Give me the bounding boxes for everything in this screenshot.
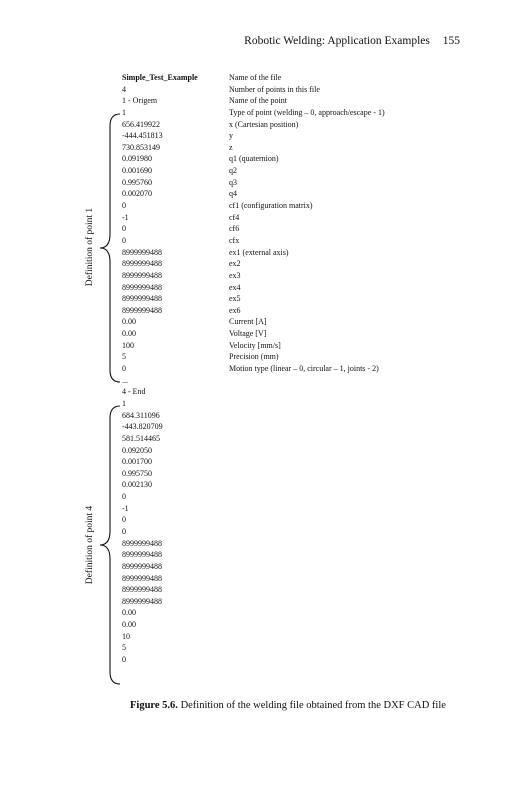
side-label-point-1: Definition of point 1: [85, 207, 95, 287]
value-row: 8999999488: [122, 259, 162, 269]
value-row: 8999999488: [122, 538, 162, 548]
description-row: ex2: [229, 259, 241, 269]
value-row: 0.002070: [122, 189, 152, 199]
value-row: 0: [122, 515, 126, 525]
value-row: 1: [122, 398, 126, 408]
description-row: cf1 (configuration matrix): [229, 201, 313, 211]
value-row: 0.001700: [122, 457, 152, 467]
running-header-title: Robotic Welding: Application Examples: [244, 35, 430, 47]
value-row: 5: [122, 352, 126, 362]
value-row: 0: [122, 526, 126, 536]
value-row: 730.853149: [122, 142, 160, 152]
value-row: 10: [122, 631, 130, 641]
description-row: q3: [229, 177, 237, 187]
description-row: Number of points in this file: [229, 84, 320, 94]
description-row: cf4: [229, 212, 240, 222]
value-row: 0: [122, 492, 126, 502]
value-row: 0.995760: [122, 177, 152, 187]
value-row: 684.311096: [122, 410, 160, 420]
description-row: Name of the file: [229, 73, 282, 82]
value-row: 0.00: [122, 317, 136, 327]
value-row: 581.514465: [122, 433, 160, 443]
description-row: Name of the point: [229, 96, 287, 106]
value-row: 8999999488: [122, 305, 162, 315]
description-row: cfx: [229, 235, 240, 245]
page-number: 155: [442, 35, 460, 47]
value-row: Simple_Test_Example: [122, 73, 198, 82]
value-row: 4 - End: [122, 387, 146, 397]
value-row: 0.001690: [122, 166, 152, 176]
description-row: Precision (mm): [229, 352, 279, 362]
value-row: 1: [122, 107, 126, 117]
value-row: 0: [122, 655, 126, 665]
description-row: ex1 (external axis): [229, 247, 289, 257]
description-row: Velocity [mm/s]: [229, 340, 281, 350]
description-row: ex5: [229, 294, 241, 304]
value-row: 8999999488: [122, 294, 162, 304]
value-row: 0.00: [122, 620, 136, 630]
value-row: 4: [122, 84, 126, 94]
value-row: 8999999488: [122, 282, 162, 292]
values-column: [122, 72, 198, 666]
figure-label: Figure 5.6.: [130, 700, 178, 711]
value-row: 0.002130: [122, 480, 152, 490]
value-row: -443.820709: [122, 422, 163, 432]
value-row: 8999999488: [122, 247, 162, 257]
value-row: 8999999488: [122, 573, 162, 583]
value-row: 0: [122, 224, 126, 234]
value-row: 0.091980: [122, 154, 152, 164]
value-row: 8999999488: [122, 270, 162, 280]
description-row: ex4: [229, 282, 241, 292]
value-row: 0.995750: [122, 468, 152, 478]
value-row: 0.092050: [122, 445, 152, 455]
value-row: 1 - Origem: [122, 96, 158, 106]
description-row: z: [229, 142, 233, 152]
description-row: Current [A]: [229, 317, 267, 327]
value-row: 0.00: [122, 329, 136, 339]
description-row: ex3: [229, 270, 241, 280]
value-row: 0.00: [122, 608, 136, 618]
description-row: Voltage [V]: [229, 329, 267, 339]
value-row: 0: [122, 235, 126, 245]
value-row: 8999999488: [122, 585, 162, 595]
value-row: -1: [122, 212, 129, 222]
figure-caption-text: Definition of the welding file obtained from the DXF CAD file: [177, 700, 446, 711]
description-row: ex6: [229, 305, 241, 315]
value-row: 5: [122, 643, 126, 653]
description-row: q4: [229, 189, 237, 199]
description-row: q1 (quaternion): [229, 154, 279, 164]
running-header: [244, 35, 460, 47]
description-row: x (Cartesian position): [229, 119, 299, 129]
value-row: 100: [122, 340, 134, 350]
brace-point-4: [98, 404, 122, 686]
figure-caption: [130, 700, 446, 711]
description-row: y: [229, 131, 233, 141]
brace-point-1: [98, 112, 122, 384]
value-row: 0: [122, 201, 126, 211]
value-row: 8999999488: [122, 550, 162, 560]
descriptions-column: [229, 72, 385, 375]
side-label-point-4: Definition of point 4: [85, 505, 95, 585]
value-row: 8999999488: [122, 596, 162, 606]
value-row: -444.451813: [122, 131, 163, 141]
description-row: cf6: [229, 224, 240, 234]
description-row: q2: [229, 166, 237, 176]
value-row: -1: [122, 503, 129, 513]
description-row: Type of point (welding – 0, approach/escape - 1): [229, 107, 385, 117]
description-row: Motion type (linear – 0, circular – 1, joints - 2): [229, 364, 379, 374]
value-row: ...: [122, 375, 128, 385]
value-row: 0: [122, 364, 126, 374]
value-row: 8999999488: [122, 561, 162, 571]
value-row: 656.419922: [122, 119, 160, 129]
